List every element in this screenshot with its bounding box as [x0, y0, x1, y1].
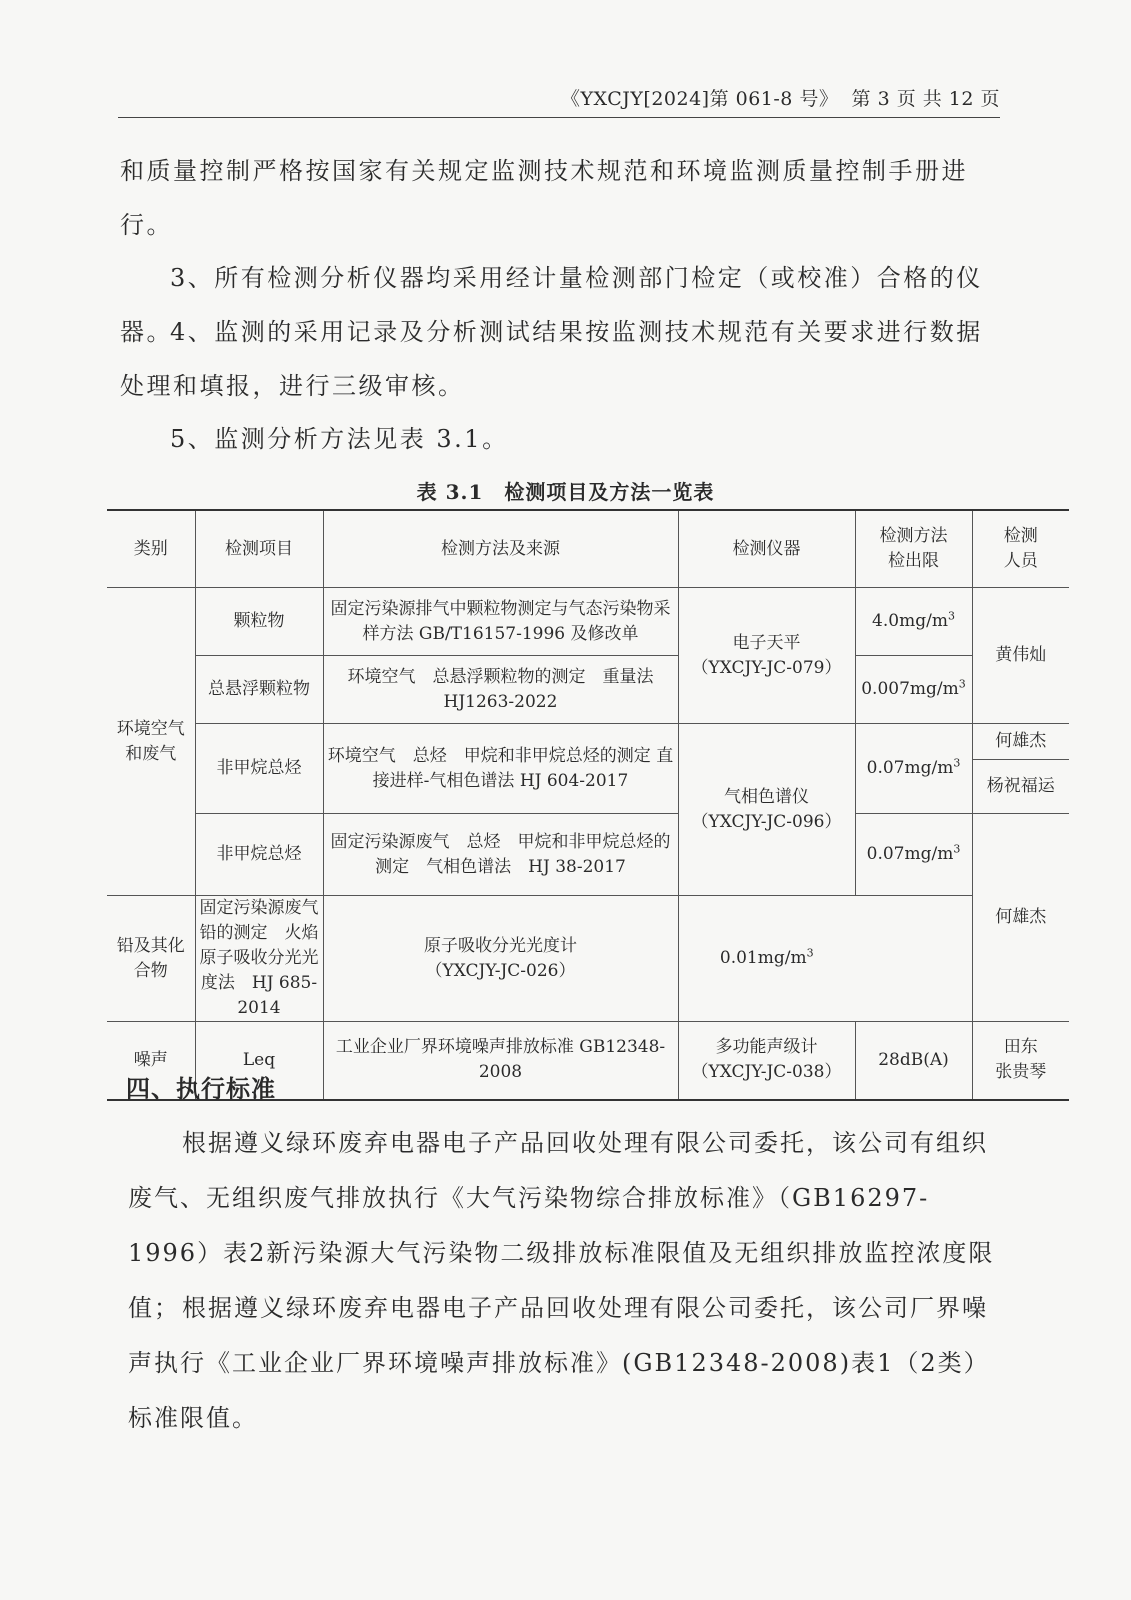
person-cell: 杨祝福运 [972, 760, 1069, 814]
paragraph-item-3: 3、所有检测分析仪器均采用经计量检测部门检定（或校准）合格的仪器。 [120, 264, 983, 346]
category-air: 环境空气和废气 [107, 588, 195, 896]
header-instrument: 检测仪器 [678, 510, 855, 588]
standard-paragraph-noise: 根据遵义绿环废弃电器电子产品回收处理有限公司委托，该公司厂界噪声执行《工业企业厂界环境噪声排放标准》(GB12348-2008)表1（2类）标准限值。 [128, 1294, 990, 1432]
table-header-row [107, 510, 1069, 588]
limit-cell: $0.07mg/m^3$ [855, 724, 972, 814]
page-header [118, 84, 1000, 111]
item-cell: 总悬浮颗粒物 [195, 656, 323, 724]
page-info: 第 3 页 共 12 页 [851, 88, 1000, 110]
item-cell: Leq [195, 1022, 323, 1100]
instrument-gc: 气相色谱仪 （YXCJY-JC-096） [678, 724, 855, 896]
item-cell: 非甲烷总烃 [195, 724, 323, 814]
standard-paragraph-air: 根据遵义绿环废弃电器电子产品回收处理有限公司委托，该公司有组织废气、无组织废气排放执行《大气污染物综合排放标准》（GB16297-1996）表2新污染源大气污染物二级排放标准限值及无组织排放监控浓度限值； [128, 1129, 995, 1322]
header-limit: 检测方法 检出限 [855, 510, 972, 588]
limit-cell: $0.01mg/m^3$ [678, 896, 855, 1022]
person-cell: 黄伟灿 [972, 588, 1069, 724]
table-row [107, 814, 1069, 896]
item-cell: 铅及其化合物 [107, 896, 195, 1022]
paragraph-continuation: 和质量控制严格按国家有关规定监测技术规范和环境监测质量控制手册进行。 [120, 157, 968, 239]
methods-table [107, 509, 1069, 1101]
method-cell: 固定污染源排气中颗粒物测定与气态污染物采样方法 GB/T16157-1996 及修改单 [323, 588, 678, 656]
person-cell: 田东 张贵琴 [972, 1022, 1069, 1100]
method-cell: 环境空气 总烃 甲烷和非甲烷总烃的测定 直接进样-气相色谱法 HJ 604-2017 [323, 724, 678, 814]
item-cell: 颗粒物 [195, 588, 323, 656]
table-row [107, 588, 1069, 656]
header-item: 检测项目 [195, 510, 323, 588]
method-cell: 环境空气 总悬浮颗粒物的测定 重量法 HJ1263-2022 [323, 656, 678, 724]
limit-cell: 28dB(A) [855, 1022, 972, 1100]
header-rule [118, 117, 1000, 118]
instrument-balance: 电子天平 （YXCJY-JC-079） [678, 588, 855, 724]
section-title: 四、执行标准 [126, 1074, 276, 1103]
report-id: 《YXCJY[2024]第 061-8 号》 [560, 88, 839, 110]
header-category: 类别 [107, 510, 195, 588]
paragraph-item-5: 5、监测分析方法见表 3.1。 [170, 425, 509, 453]
person-cell: 何雄杰 [972, 814, 1069, 1022]
paragraph-item-4: 4、监测的采用记录及分析测试结果按监测技术规范有关要求进行数据处理和填报，进行三级审核。 [120, 318, 983, 400]
header-method: 检测方法及来源 [323, 510, 678, 588]
header-person: 检测 人员 [972, 510, 1069, 588]
item-cell: 非甲烷总烃 [195, 814, 323, 896]
instrument-cell: 原子吸收分光光度计 （YXCJY-JC-026） [323, 896, 678, 1022]
limit-cell: $4.0mg/m^3$ [855, 588, 972, 656]
category-noise: 噪声 [107, 1022, 195, 1100]
person-cell: 何雄杰 [972, 724, 1069, 760]
table-row [107, 896, 1069, 1022]
table-row [107, 724, 1069, 760]
table-row [107, 656, 1069, 724]
limit-cell: $0.007mg/m^3$ [855, 656, 972, 724]
instrument-cell: 多功能声级计 （YXCJY-JC-038） [678, 1022, 855, 1100]
limit-cell: $0.07mg/m^3$ [855, 814, 972, 896]
method-cell: 固定污染源废气 铅的测定 火焰原子吸收分光光度法 HJ 685-2014 [195, 896, 323, 1022]
table-caption: 表 3.1 检测项目及方法一览表 [416, 480, 715, 504]
method-cell: 固定污染源废气 总烃 甲烷和非甲烷总烃的测定 气相色谱法 HJ 38-2017 [323, 814, 678, 896]
method-cell: 工业企业厂界环境噪声排放标准 GB12348-2008 [323, 1022, 678, 1100]
